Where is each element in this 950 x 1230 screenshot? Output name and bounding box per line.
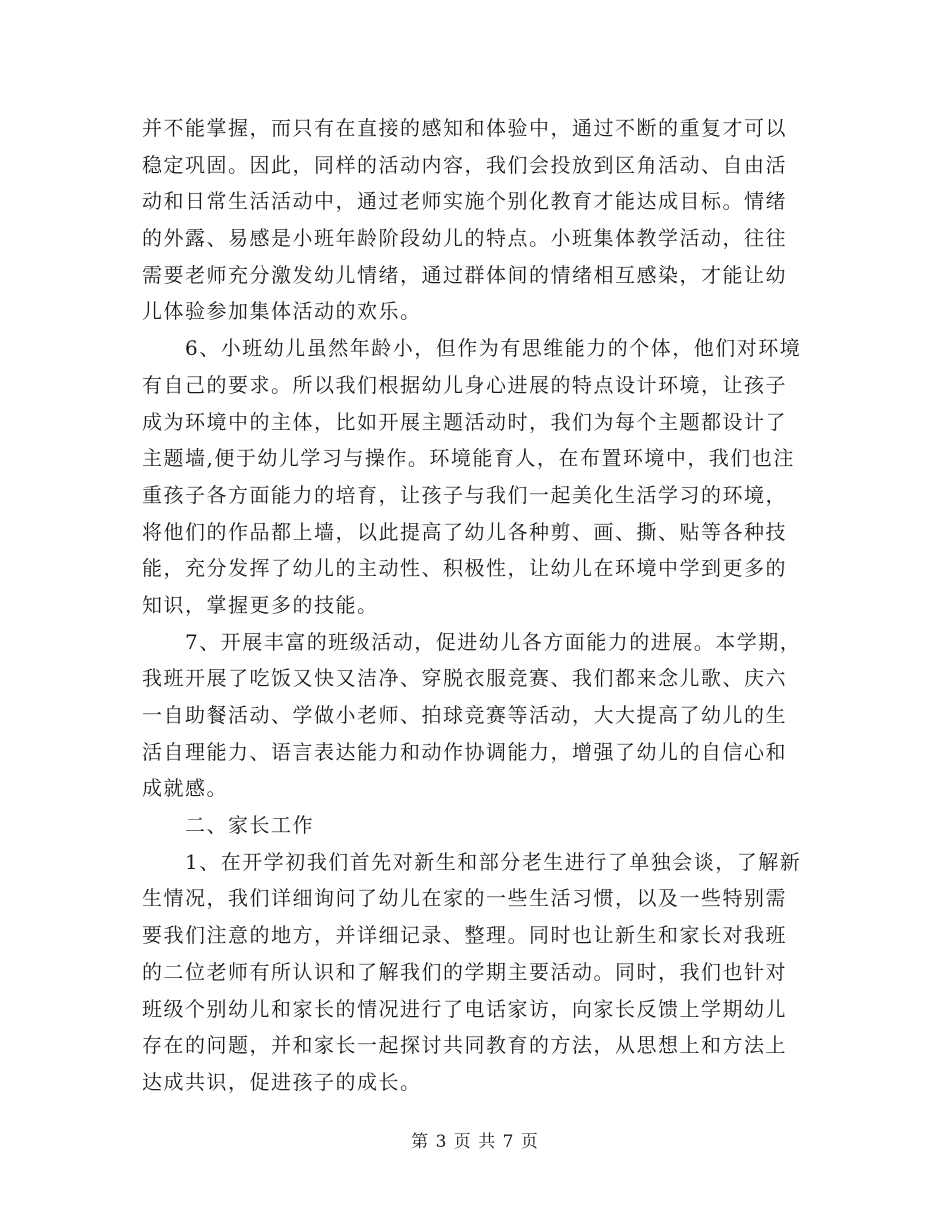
text-line: 动和日常生活活动中，通过老师实施个别化教育才能达成目标。情绪 <box>142 189 787 214</box>
text-line: 一自助餐活动、学做小老师、拍球竞赛等活动，大大提高了幼儿的生 <box>142 703 787 727</box>
section-heading: 二、家长工作 <box>185 813 314 838</box>
text-line: 存在的问题，并和家长一起探讨共同教育的方法，从思想上和方法上 <box>142 1033 787 1058</box>
text-line: 重孩子各方面能力的培育，让孩子与我们一起美化生活学习的环境， <box>142 482 787 507</box>
text-line: 成就感。 <box>142 776 228 801</box>
text-line: 生情况，我们详细询问了幼儿在家的一些生活习惯，以及一些特别需 <box>142 886 787 911</box>
paragraph-start-line: 1、在开学初我们首先对新生和部分老生进行了单独会谈，了解新 <box>185 849 802 874</box>
text-line: 主题墙,便于幼儿学习与操作。环境能育人，在布置环境中，我们也注 <box>142 446 795 471</box>
text-line: 有自己的要求。所以我们根据幼儿身心进展的特点设计环境，让孩子 <box>142 372 787 397</box>
text-line: 将他们的作品都上墙，以此提高了幼儿各种剪、画、撕、贴等各种技 <box>142 519 787 544</box>
text-line: 儿体验参加集体活动的欢乐。 <box>142 299 422 324</box>
text-line: 活自理能力、语言表达能力和动作协调能力，增强了幼儿的自信心和 <box>142 739 787 764</box>
text-line: 需要老师充分激发幼儿情绪，通过群体间的情绪相互感染，才能让幼 <box>142 262 787 287</box>
text-line: 知识，掌握更多的技能。 <box>142 592 379 617</box>
text-line: 达成共识，促进孩子的成长。 <box>142 1069 422 1094</box>
page-number-footer: 第 3 页 共 7 页 <box>411 1132 539 1152</box>
document-body <box>142 110 808 1101</box>
text-line: 能，充分发挥了幼儿的主动性、积极性，让幼儿在环境中学到更多的 <box>142 556 787 581</box>
text-line: 要我们注意的地方，并详细记录、整理。同时也让新生和家长对我班 <box>142 923 787 948</box>
paragraph-start-line: 6、小班幼儿虽然年龄小，但作为有思维能力的个体，他们对环境 <box>185 336 802 361</box>
text-line: 的二位老师有所认识和了解我们的学期主要活动。同时，我们也针对 <box>142 959 787 984</box>
text-line: 班级个别幼儿和家长的情况进行了电话家访，向家长反馈上学期幼儿 <box>142 996 787 1021</box>
paragraph-start-line: 7、开展丰富的班级活动，促进幼儿各方面能力的进展。本学期， <box>185 629 802 654</box>
text-line: 稳定巩固。因此，同样的活动内容，我们会投放到区角活动、自由活 <box>142 152 787 177</box>
text-line: 并不能掌握，而只有在直接的感知和体验中，通过不断的重复才可以 <box>142 116 787 140</box>
text-line: 我班开展了吃饭又快又洁净、穿脱衣服竞赛、我们都来念儿歌、庆六 <box>142 666 787 691</box>
text-line: 成为环境中的主体，比如开展主题活动时，我们为每个主题都设计了 <box>142 409 787 434</box>
text-line: 的外露、易感是小班年龄阶段幼儿的特点。小班集体教学活动，往往 <box>142 226 787 251</box>
